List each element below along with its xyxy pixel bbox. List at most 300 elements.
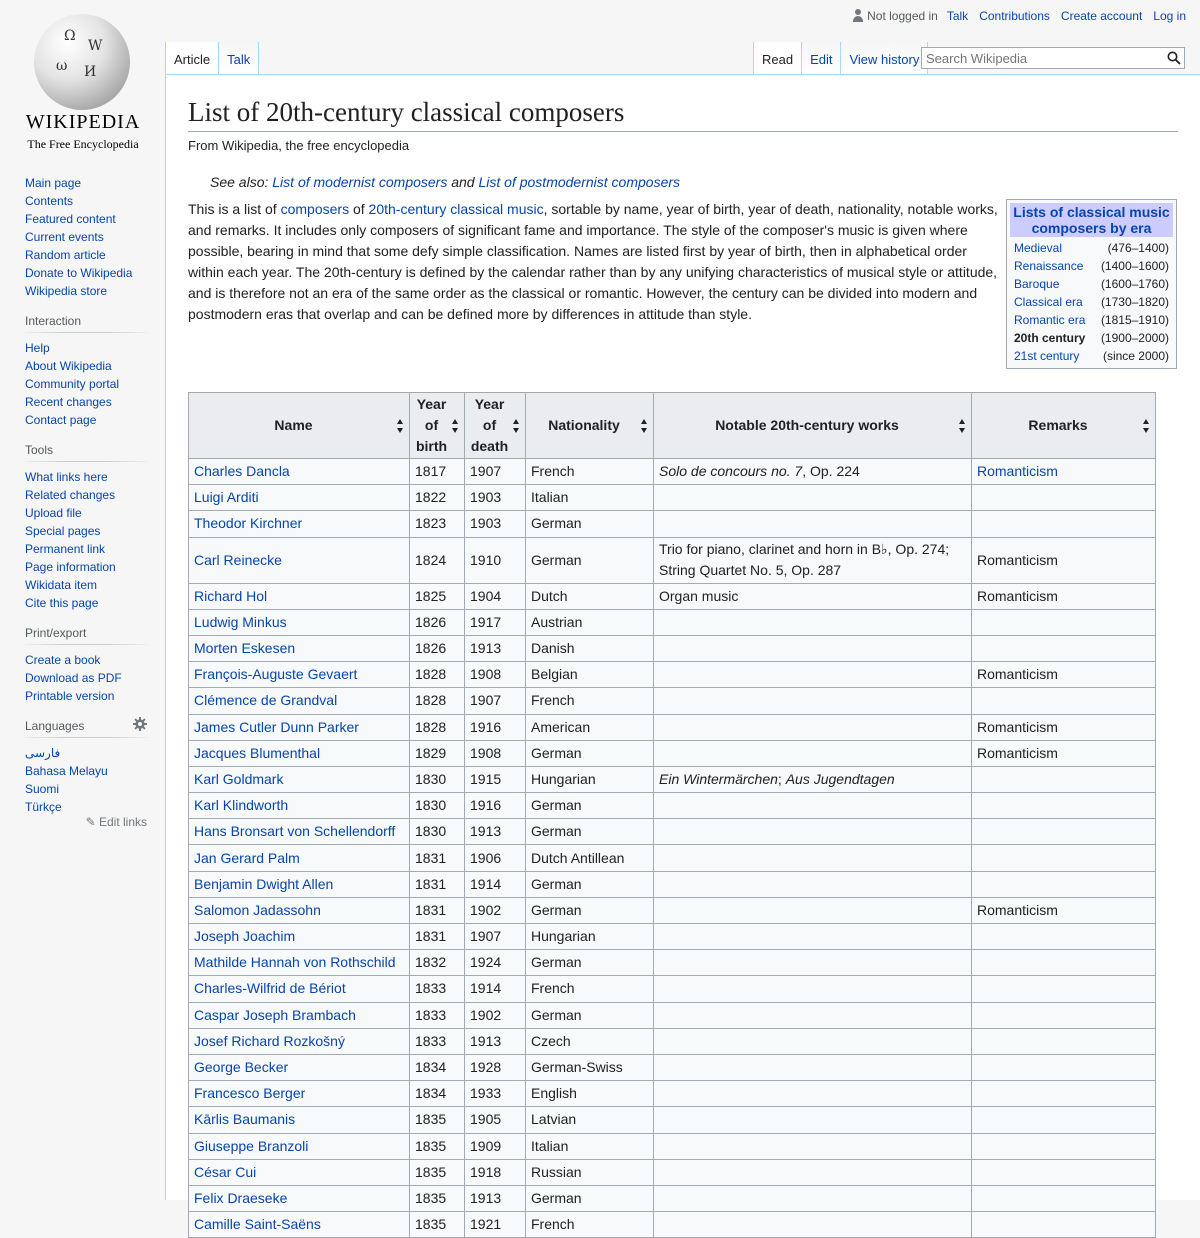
era-navbox [1006,199,1177,369]
cell-name [189,1054,410,1080]
cell-year-of-birth: 1833 [410,1002,465,1028]
table-row [189,1133,1156,1159]
cell-year-of-death: 1913 [465,1185,526,1211]
cell-nationality: Belgian [526,662,654,688]
cell-nationality: Latvian [526,1107,654,1133]
cell-name [189,583,410,609]
sidebar-link-related-changes[interactable]: Related changes [25,488,116,502]
cell-notable-works [654,511,972,537]
sort-icon [513,419,520,433]
column-header-label: Notable 20th-century works [715,417,899,433]
composer-link[interactable]: Kārlis Baumanis [194,1111,296,1128]
cell-year-of-birth: 1835 [410,1107,465,1133]
wikipedia-tagline: The Free Encyclopedia [27,137,139,151]
cell-name [189,1133,410,1159]
composer-link[interactable]: Benjamin Dwight Allen [194,875,334,892]
table-row [189,537,1156,583]
composer-link[interactable]: Carl Reinecke [194,551,282,568]
navbox-era-medieval[interactable]: Medieval [1014,241,1063,255]
cell-notable-works [654,950,972,976]
table-row [189,845,1156,871]
page-title: List of 20th-century classical composers [188,95,1178,132]
sidebar-link-page-information[interactable]: Page information [25,560,116,574]
composer-link[interactable]: Caspar Joseph Brambach [194,1006,356,1023]
composer-link[interactable]: Mathilde Hannah von Rothschild [194,954,396,971]
cell-remarks [972,1107,1156,1133]
cell-notable-works [654,485,972,511]
not-logged-in-label: Not logged in [867,9,938,23]
sidebar-heading-interaction: Interaction [25,314,147,333]
cell-name [189,924,410,950]
sidebar-link-special-pages[interactable]: Special pages [25,524,101,538]
composer-link[interactable]: Giuseppe Branzoli [194,1137,309,1154]
cell-notable-works [654,1081,972,1107]
table-row [189,793,1156,819]
table-row [189,1028,1156,1054]
cell-nationality: French [526,459,654,485]
cell-year-of-death: 1915 [465,766,526,792]
column-header-nationality[interactable] [526,393,654,459]
search-box [921,47,1185,69]
interaction-item [25,339,147,357]
cell-notable-works [654,793,972,819]
cell-notable-works [654,537,972,583]
sidebar-print-export [25,626,147,705]
20th-century-music-link[interactable]: 20th-century classical music [368,201,544,217]
cell-year-of-birth: 1826 [410,609,465,635]
tab-read-label: Read [762,52,794,67]
cell-year-of-birth: 1828 [410,662,465,688]
navigation-item [25,228,147,246]
composer-link[interactable]: Charles Dancla [194,463,290,480]
navbox-era-20th-century: 20th century [1014,331,1086,345]
cell-year-of-death: 1913 [465,635,526,661]
intro-text-1: This is a list of [188,201,281,217]
tab-article-label: Article [174,52,211,67]
sidebar-link-featured-content[interactable]: Featured content [25,212,116,226]
cell-year-of-birth: 1830 [410,819,465,845]
tab-read[interactable] [753,42,802,74]
sidebar-link-upload-file[interactable]: Upload file [25,506,82,520]
navbox-era-cell [1010,257,1093,275]
composer-link[interactable]: Jan Gerard Palm [194,849,300,866]
language-item [25,744,147,762]
cell-remarks [972,688,1156,714]
cell-notable-works [654,459,972,485]
gear-icon[interactable] [133,717,147,731]
navbox-era-cell [1010,293,1093,311]
table-row [189,714,1156,740]
cell-remarks [972,1133,1156,1159]
user-icon [852,9,864,23]
work-text: ; [777,770,786,787]
tab-view-history-label: View history [849,52,920,67]
cell-year-of-birth: 1823 [410,511,465,537]
print-item [25,687,147,705]
cell-remarks [972,511,1156,537]
search-icon[interactable] [1167,51,1181,65]
cell-remarks [972,845,1156,871]
interaction-item [25,357,147,375]
pencil-icon: ✎ [85,815,96,829]
composer-link[interactable]: Ludwig Minkus [194,613,287,630]
cell-year-of-birth: 1826 [410,635,465,661]
cell-notable-works [654,1054,972,1080]
cell-name [189,976,410,1002]
composer-link[interactable]: Morten Eskesen [194,640,296,657]
navigation-item [25,264,147,282]
table-row [189,635,1156,661]
sidebar-link-contents[interactable]: Contents [25,194,74,208]
navbox-era-cell [1010,311,1093,329]
column-header-label: Name [274,417,313,433]
table-row [189,511,1156,537]
sidebar-link-community-portal[interactable]: Community portal [25,377,120,391]
navigation-item [25,192,147,210]
tab-edit[interactable] [802,42,841,74]
table-row [189,924,1156,950]
sidebar-link-create-a-book[interactable]: Create a book [25,653,101,667]
navbox-era-21st-century[interactable]: 21st century [1014,349,1080,363]
navbox-row [1010,293,1173,311]
site-subtitle: From Wikipedia, the free encyclopedia [188,138,410,153]
composer-link[interactable]: Clémence de Grandval [194,692,338,709]
tools-item [25,486,147,504]
sidebar-link-printable-version[interactable]: Printable version [25,689,115,703]
cell-year-of-death: 1918 [465,1159,526,1185]
cell-nationality: German [526,1185,654,1211]
sidebar-link-contact-page[interactable]: Contact page [25,413,97,427]
talk-link[interactable]: Talk [946,9,969,23]
sidebar-link-download-as-pdf[interactable]: Download as PDF [25,671,122,685]
cell-notable-works [654,609,972,635]
cell-remarks [972,662,1156,688]
composers-link[interactable]: composers [280,201,350,217]
sidebar-link-bahasa-melayu[interactable]: Bahasa Melayu [25,764,108,778]
cell-year-of-birth: 1834 [410,1054,465,1080]
composer-link[interactable]: Jacques Blumenthal [194,744,321,761]
interaction-item [25,411,147,429]
cell-notable-works [654,1185,972,1211]
composer-link[interactable]: George Becker [194,1059,289,1076]
composer-link[interactable]: César Cui [194,1163,257,1180]
composer-link[interactable]: Richard Hol [194,587,268,604]
cell-notable-works [654,1028,972,1054]
remarks-text: Romanticism [977,666,1058,683]
composer-link[interactable]: Salomon Jadassohn [194,901,321,918]
cell-year-of-death: 1905 [465,1107,526,1133]
cell-year-of-birth: 1831 [410,897,465,923]
cell-remarks [972,897,1156,923]
cell-remarks [972,485,1156,511]
tab-article[interactable] [165,42,219,74]
print-item [25,669,147,687]
remarks-link[interactable]: Romanticism [977,463,1058,480]
sidebar-link-wikipedia-store[interactable]: Wikipedia store [25,284,108,298]
remarks-text: Romanticism [977,718,1058,735]
language-item [25,762,147,780]
remarks-text: Romanticism [977,551,1058,568]
cell-nationality: English [526,1081,654,1107]
composer-link[interactable]: Hans Bronsart von Schellendorff [194,823,396,840]
sidebar-languages [25,719,147,829]
navbox-title-link[interactable]: Lists of classical music composers by era [1013,204,1170,236]
cell-year-of-birth: 1831 [410,845,465,871]
column-header-year-of-death[interactable] [465,393,526,459]
intro-text-3: , sortable by name, year of birth, year of death, nationality, notable works, and remarks. It includes only composers of significant fame and importance. The style of the composer's music is given where possible, bearing in mind that some defy simple classification. Names are listed first by year of birth, then in alphabetical order within each year. The 20th-century is defined by the calendar rather than by any unifying characteristics of musical style or attitude, and is therefore not an era of the same order as the classical or romantic. However, the century can be divided into modern and postmodern eras that overlap and can be defined more by differences in attitude than style. [188,201,998,322]
cell-notable-works [654,662,972,688]
print-item [25,651,147,669]
composer-link[interactable]: Francesco Berger [194,1085,306,1102]
table-row [189,583,1156,609]
tab-view-history[interactable] [841,42,928,74]
cell-year-of-birth: 1831 [410,871,465,897]
cell-nationality: American [526,714,654,740]
table-row [189,897,1156,923]
table-row [189,1212,1156,1238]
sidebar-link-cite-this-page[interactable]: Cite this page [25,596,99,610]
see-also-link-modernist[interactable]: List of modernist composers [272,174,448,190]
table-row [189,662,1156,688]
sidebar-link-recent-changes[interactable]: Recent changes [25,395,112,409]
cell-nationality: Dutch Antillean [526,845,654,871]
log-in-link[interactable]: Log in [1153,9,1186,23]
create-account-link[interactable]: Create account [1060,9,1143,23]
cell-nationality: German [526,537,654,583]
cell-year-of-death: 1908 [465,740,526,766]
edit-links-label: Edit links [98,815,147,829]
composer-link[interactable]: Karl Klindworth [194,797,289,814]
sidebar-link-donate-to-wikipedia[interactable]: Donate to Wikipedia [25,266,133,280]
cell-name [189,819,410,845]
cell-year-of-death: 1904 [465,583,526,609]
composer-link[interactable]: Luigi Arditi [194,489,259,506]
cell-year-of-birth: 1835 [410,1159,465,1185]
composer-link[interactable]: Joseph Joachim [194,928,296,945]
table-row [189,688,1156,714]
tools-item [25,504,147,522]
sidebar-link-suomi[interactable]: Suomi [25,782,60,796]
interaction-item [25,375,147,393]
table-row [189,871,1156,897]
cell-notable-works [654,871,972,897]
column-header-name[interactable] [189,393,410,459]
cell-year-of-death: 1902 [465,897,526,923]
composer-link[interactable]: François-Auguste Gevaert [194,666,358,683]
cell-nationality: German [526,511,654,537]
see-also-link-postmodernist[interactable]: List of postmodernist composers [478,174,681,190]
cell-remarks [972,740,1156,766]
cell-remarks [972,1028,1156,1054]
cell-remarks [972,459,1156,485]
wikipedia-logo[interactable] [22,10,144,151]
navbox-row [1010,239,1173,257]
navbox-row [1010,347,1173,365]
cell-nationality: German [526,740,654,766]
cell-name [189,1107,410,1133]
composer-link[interactable]: Josef Richard Rozkošný [194,1032,345,1049]
sort-icon [452,419,459,433]
cell-nationality: German [526,819,654,845]
composer-link[interactable]: Charles-Wilfrid de Bériot [194,980,346,997]
sidebar-link-what-links-here[interactable]: What links here [25,470,108,484]
composer-link[interactable]: Camille Saint-Saëns [194,1216,321,1233]
cell-name [189,845,410,871]
sidebar-navigation [25,174,147,300]
cell-name [189,793,410,819]
cell-name [189,1185,410,1211]
cell-remarks [972,819,1156,845]
contributions-link[interactable]: Contributions [979,9,1050,23]
cell-remarks [972,609,1156,635]
table-row [189,1081,1156,1107]
cell-remarks [972,635,1156,661]
tools-item [25,594,147,612]
cell-year-of-death: 1916 [465,793,526,819]
cell-remarks [972,537,1156,583]
table-row [189,976,1156,1002]
sidebar-tools [25,443,147,612]
cell-notable-works [654,688,972,714]
cell-notable-works [654,1159,972,1185]
navbox-era-range: (1900–2000) [1100,331,1169,345]
cell-notable-works [654,714,972,740]
language-item [25,780,147,798]
column-header-remarks[interactable] [972,393,1156,459]
cell-remarks [972,766,1156,792]
cell-nationality: German-Swiss [526,1054,654,1080]
table-row [189,766,1156,792]
intro-paragraph [188,199,998,325]
cell-remarks [972,583,1156,609]
table-row [189,1002,1156,1028]
personal-tools [852,9,1186,23]
cell-name [189,459,410,485]
table-row [189,819,1156,845]
cell-year-of-birth: 1824 [410,537,465,583]
cell-year-of-death: 1916 [465,714,526,740]
sidebar-link-current-events[interactable]: Current events [25,230,104,244]
composer-link[interactable]: Theodor Kirchner [194,515,303,532]
cell-year-of-birth: 1831 [410,924,465,950]
navbox-row [1010,275,1173,293]
cell-year-of-birth: 1834 [410,1081,465,1107]
navbox-era-romantic-era[interactable]: Romantic era [1014,313,1086,327]
cell-name [189,688,410,714]
cell-year-of-death: 1914 [465,976,526,1002]
cell-name [189,897,410,923]
cell-nationality: German [526,871,654,897]
table-row [189,1107,1156,1133]
cell-nationality: Danish [526,635,654,661]
cell-notable-works [654,845,972,871]
cell-name [189,635,410,661]
cell-year-of-death: 1907 [465,688,526,714]
cell-year-of-birth: 1835 [410,1185,465,1211]
column-header-label: Year of birth [415,396,448,454]
sidebar-link-permanent-link[interactable]: Permanent link [25,542,106,556]
cell-notable-works [654,740,972,766]
navigation-item [25,246,147,264]
sidebar-heading-print-export: Print/export [25,626,147,645]
tools-item [25,540,147,558]
navbox-row [1010,311,1173,329]
sidebar-heading-languages: Languages [25,719,147,738]
navbox-era-cell [1010,275,1093,293]
cell-nationality: Hungarian [526,766,654,792]
cell-nationality: Dutch [526,583,654,609]
navigation-item [25,282,147,300]
composer-link[interactable]: Karl Goldmark [194,770,284,787]
sidebar-link-main-page[interactable]: Main page [25,176,82,190]
navbox-era-renaissance[interactable]: Renaissance [1014,259,1084,273]
work-title: Aus Jugendtagen [785,770,895,787]
sidebar-link-random-article[interactable]: Random article [25,248,106,262]
cell-notable-works [654,1107,972,1133]
cell-nationality: German [526,897,654,923]
cell-nationality: Russian [526,1159,654,1185]
column-header-notable-works[interactable] [654,393,972,459]
tools-item [25,522,147,540]
navigation-item [25,174,147,192]
composer-link[interactable]: Felix Draeseke [194,1189,288,1206]
cell-name [189,1002,410,1028]
cell-name [189,609,410,635]
cell-notable-works [654,819,972,845]
cell-nationality: German [526,1002,654,1028]
cell-year-of-death: 1913 [465,819,526,845]
table-row [189,1054,1156,1080]
cell-name [189,950,410,976]
cell-notable-works [654,1002,972,1028]
wikipedia-wordmark: WIKIPEDIA [25,111,141,133]
edit-links[interactable] [25,815,147,829]
navbox-era-baroque[interactable]: Baroque [1014,277,1060,291]
navigation-item [25,210,147,228]
cell-remarks [972,1054,1156,1080]
cell-year-of-death: 1914 [465,871,526,897]
cell-nationality: German [526,793,654,819]
navbox-era-range: (1600–1760) [1100,277,1169,291]
column-header-year-of-birth[interactable] [410,393,465,459]
navbox-era-classical-era[interactable]: Classical era [1014,295,1083,309]
sort-icon [397,419,404,433]
tab-talk[interactable] [219,42,259,74]
tools-item [25,558,147,576]
sidebar-link-wikidata-item[interactable]: Wikidata item [25,578,98,592]
composer-link[interactable]: James Cutler Dunn Parker [194,718,359,735]
sidebar-link-help[interactable]: Help [25,341,50,355]
navbox-row [1010,329,1173,347]
remarks-text: Romanticism [977,744,1058,761]
namespace-tabs [165,42,259,74]
cell-year-of-birth: 1835 [410,1133,465,1159]
cell-name [189,662,410,688]
tab-talk-label: Talk [227,52,251,67]
sidebar-link-turkce[interactable]: Türkçe [25,800,62,814]
sidebar-link-language-0[interactable]: فارسی [25,746,61,760]
see-also-prefix: See also: [210,174,273,190]
cell-name [189,871,410,897]
sidebar-link-about-wikipedia[interactable]: About Wikipedia [25,359,112,373]
search-input[interactable] [922,48,1160,68]
navbox-era-cell [1010,239,1093,257]
cell-year-of-death: 1907 [465,924,526,950]
work-text: Trio for piano, clarinet and horn in B♭, Op. 274; String Quartet No. 5, Op. 287 [659,541,950,579]
cell-year-of-birth: 1829 [410,740,465,766]
cell-remarks [972,1081,1156,1107]
cell-notable-works [654,635,972,661]
